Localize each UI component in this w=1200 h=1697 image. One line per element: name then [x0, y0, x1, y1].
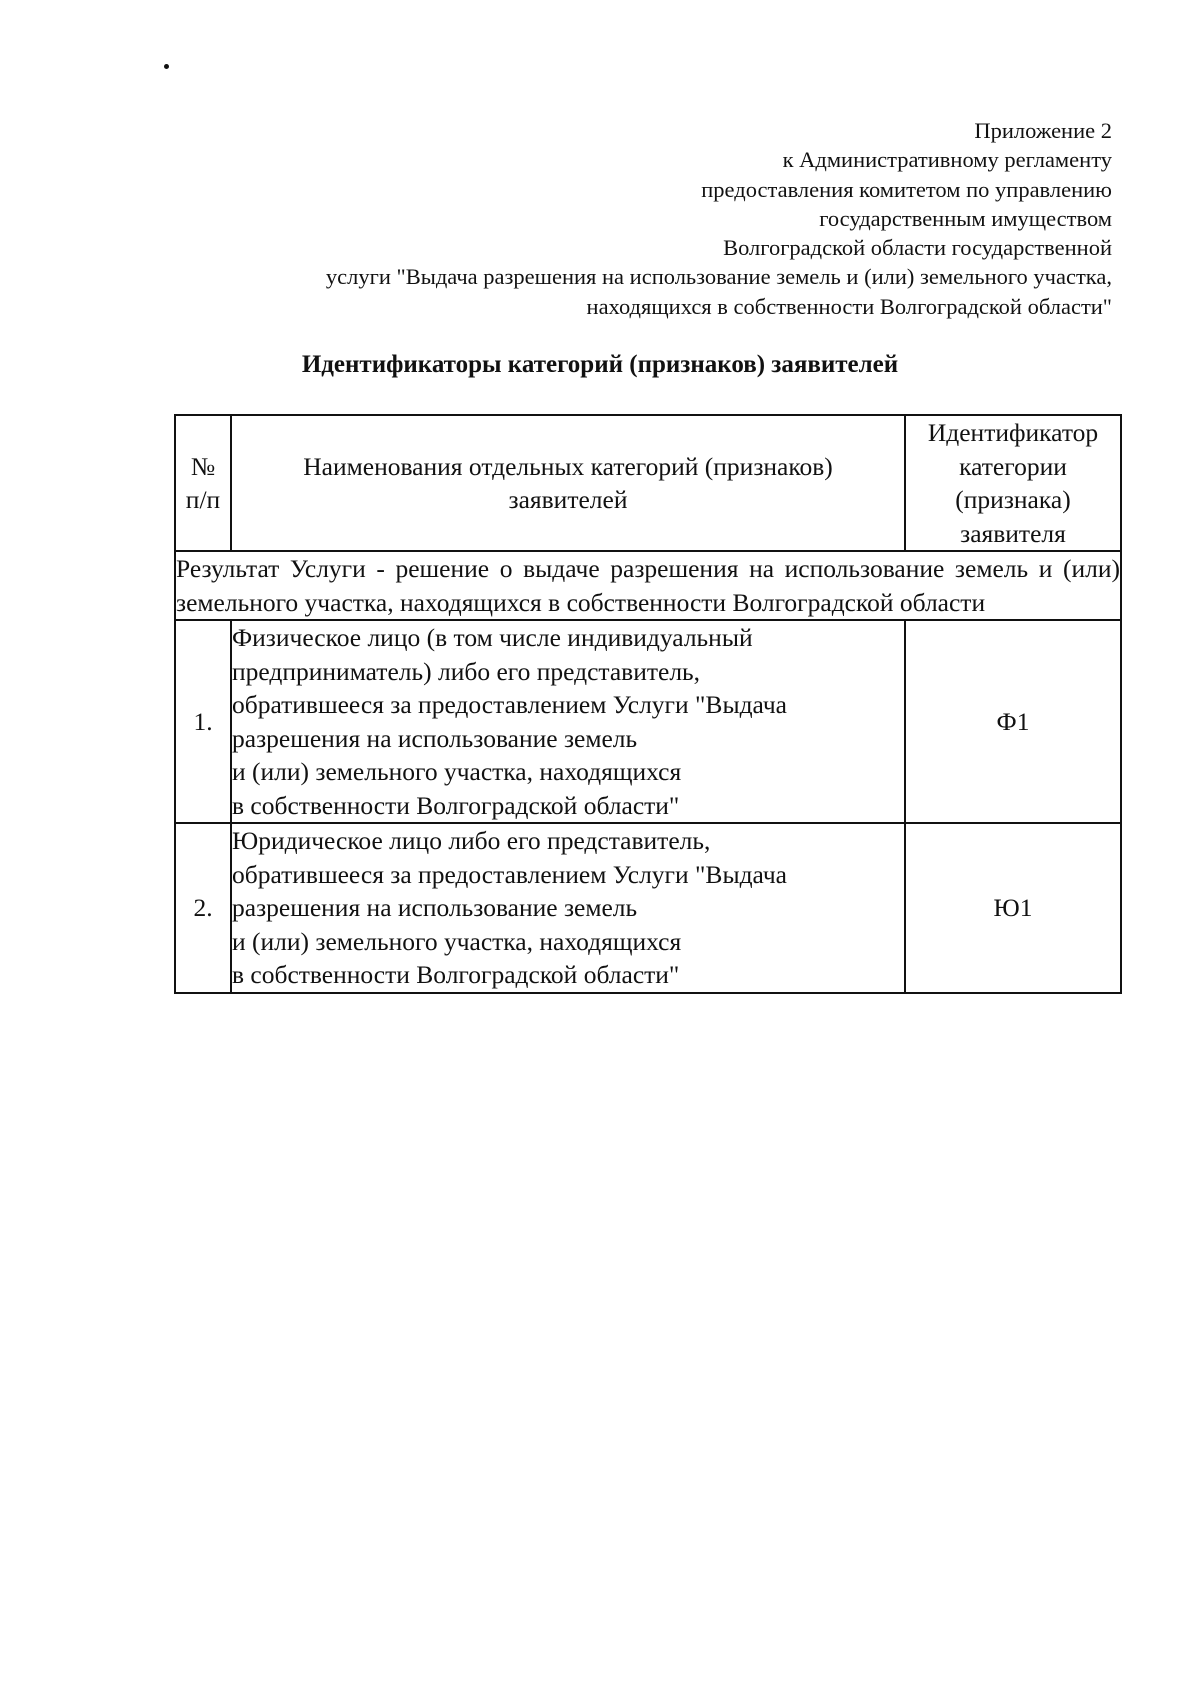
appendix-header — [212, 116, 1112, 321]
row-name-cell — [231, 823, 905, 993]
row-name-line: в собственности Волгоградской области" — [232, 960, 680, 989]
row-name-line: Физическое лицо (в том числе индивидуальный — [232, 623, 753, 652]
header-line: Волгоградской области государственной — [723, 235, 1112, 261]
row-name-cell — [231, 620, 905, 823]
header-line: Приложение 2 — [974, 118, 1112, 143]
row-name-line: обратившееся за предоставлением Услуги "Выдача — [232, 859, 787, 889]
table-row — [175, 823, 1121, 993]
header-num-line: п/п — [185, 485, 221, 514]
header-num-line: № — [190, 451, 216, 481]
row-name-line: и (или) земельного участка, находящихся — [232, 757, 682, 786]
header-line: к Административному регламенту — [782, 147, 1112, 173]
header-id-line: категории — [959, 451, 1067, 481]
header-line: государственным имуществом — [819, 205, 1112, 231]
row-num-cell: 1. — [175, 620, 231, 823]
header-line: услуги "Выдача разрешения на использование земель и (или) земельного участка, — [325, 264, 1112, 290]
scan-dot-mark — [164, 64, 169, 69]
header-line: предоставления комитетом по управлению — [701, 176, 1112, 202]
header-name-cell — [231, 415, 905, 551]
row-name-line: в собственности Волгоградской области" — [232, 790, 680, 820]
header-id-line: заявителя — [960, 518, 1066, 548]
table-row — [175, 620, 1121, 823]
row-num-cell: 2. — [175, 823, 231, 993]
header-id-cell — [905, 415, 1121, 551]
applicant-categories-table — [174, 414, 1122, 994]
header-name-line: заявителей — [508, 485, 628, 514]
result-cell: Результат Услуги - решение о выдаче разрешения на использование земель и (или) земельного участка, находящихся в собственности Волгоградской области — [175, 551, 1121, 620]
row-id-cell: Ю1 — [905, 823, 1121, 993]
header-id-line: (признака) — [955, 485, 1071, 514]
row-name-line: и (или) земельного участка, находящихся — [232, 926, 682, 956]
row-name-line: разрешения на использование земель — [232, 723, 638, 753]
header-name-line: Наименования отдельных категорий (признаков) — [303, 451, 833, 481]
table-header-row — [175, 415, 1121, 551]
row-id-cell: Ф1 — [905, 620, 1121, 823]
header-line: находящихся в собственности Волгоградской области" — [586, 293, 1112, 319]
result-row — [175, 551, 1121, 620]
row-name-line: предприниматель) либо его представитель, — [232, 656, 701, 686]
row-name-line: обратившееся за предоставлением Услуги "Выдача — [232, 690, 787, 719]
document-title: Идентификаторы категорий (признаков) заявителей — [301, 351, 899, 378]
row-name-line: разрешения на использование земель — [232, 893, 638, 922]
header-num-cell — [175, 415, 231, 551]
header-id-line: Идентификатор — [927, 418, 1099, 447]
row-name-line: Юридическое лицо либо его представитель, — [232, 826, 711, 855]
